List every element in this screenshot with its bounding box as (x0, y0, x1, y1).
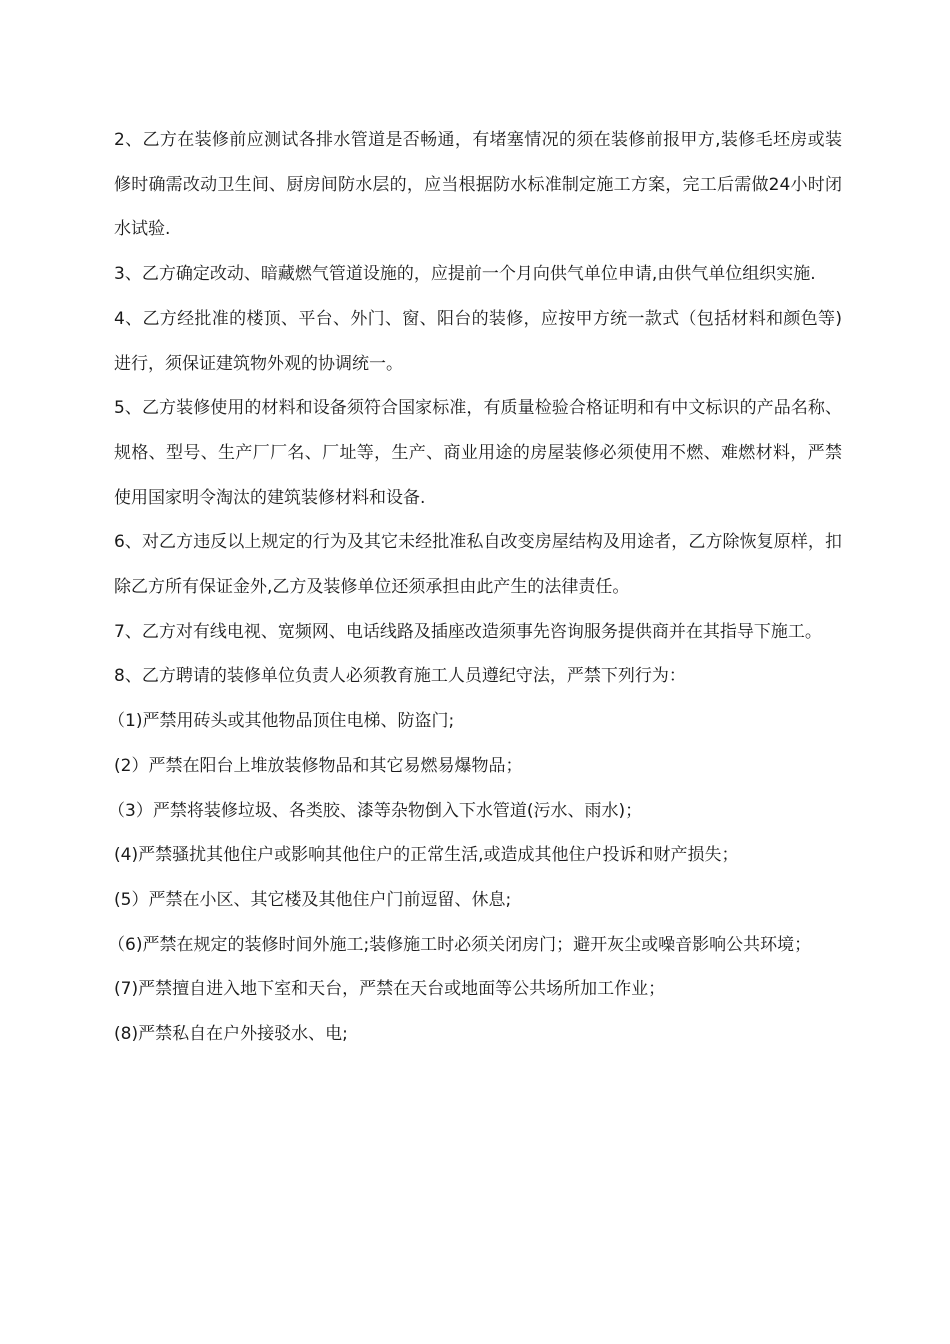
paragraph-clause-8: 8、乙方聘请的装修单位负责人必须教育施工人员遵纪守法，严禁下列行为： (114, 666, 686, 687)
list-item-prohibition-1: （1)严禁用砖头或其他物品顶住电梯、防盗门; (108, 711, 455, 732)
paragraph-clause-6: 6、对乙方违反以上规定的行为及其它未经批准私自改变房屋结构及用途者，乙方除恢复原样，扣除乙方所有保证金外,乙方及装修单位还须承担由此产生的法律责任。 (114, 532, 842, 598)
document-body (108, 118, 842, 1057)
list-item-prohibition-4: (4)严禁骚扰其他住户或影响其他住户的正常生活,或造成其他住户投诉和财产损失； (114, 845, 739, 866)
list-item-prohibition-8: (8)严禁私自在户外接驳水、电; (114, 1024, 348, 1045)
paragraph-clause-5: 5、乙方装修使用的材料和设备须符合国家标准，有质量检验合格证明和有中文标识的产品名称、规格、型号、生产厂厂名、厂址等，生产、商业用途的房屋装修必须使用不燃、难燃材料，严禁使用国家明令淘汰的建筑装修材料和设备. (114, 398, 842, 508)
list-item-prohibition-5: (5）严禁在小区、其它楼及其他住户门前逗留、休息; (114, 889, 512, 910)
list-item-prohibition-7: (7)严禁擅自进入地下室和天台，严禁在天台或地面等公共场所加工作业； (114, 979, 666, 1000)
paragraph-clause-4: 4、乙方经批准的楼顶、平台、外门、窗、阳台的装修，应按甲方统一款式（包括材料和颜色等)进行，须保证建筑物外观的协调统一。 (114, 308, 842, 374)
paragraph-clause-3: 3、乙方确定改动、暗藏燃气管道设施的，应提前一个月向供气单位申请,由供气单位组织实施. (114, 264, 816, 285)
list-item-prohibition-2: (2）严禁在阳台上堆放装修物品和其它易燃易爆物品； (114, 755, 523, 776)
list-item-prohibition-3: （3）严禁将装修垃圾、各类胶、漆等杂物倒入下水管道(污水、雨水)； (108, 800, 643, 821)
list-item-prohibition-6: （6)严禁在规定的装修时间外施工;装修施工时必须关闭房门；避开灰尘或噪音影响公共环境； (108, 934, 812, 955)
paragraph-clause-7: 7、乙方对有线电视、宽频网、电话线路及插座改造须事先咨询服务提供商并在其指导下施工。 (114, 621, 822, 642)
paragraph-clause-2: 2、乙方在装修前应测试各排水管道是否畅通，有堵塞情况的须在装修前报甲方,装修毛坯房或装修时确需改动卫生间、厨房间防水层的，应当根据防水标准制定施工方案，完工后需做24小时闭水试验. (114, 130, 842, 240)
